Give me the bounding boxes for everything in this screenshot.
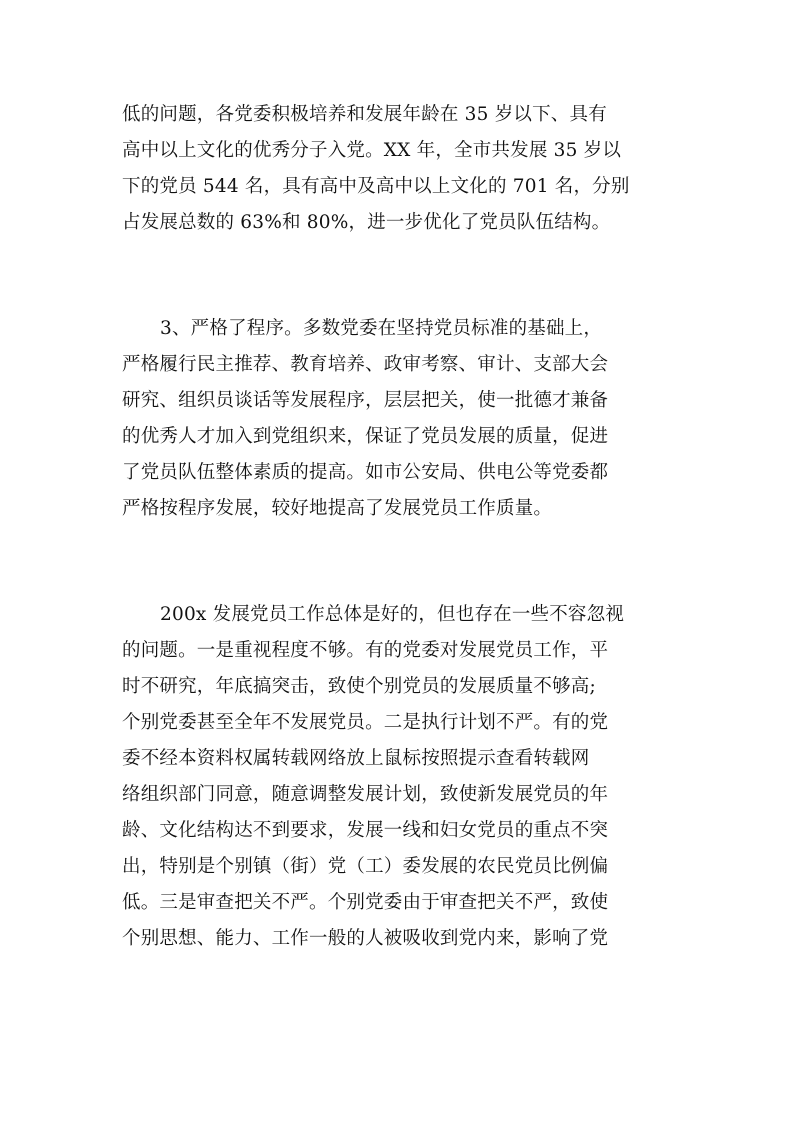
text-line: 的优秀人才加入到党组织来，保证了党员发展的质量，促进 <box>122 426 609 447</box>
text-line: 占发展总数的 63%和 80%，进一步优化了党员队伍结构。 <box>122 212 611 233</box>
text-line: 龄、文化结构达不到要求，发展一线和妇女党员的重点不突 <box>122 820 609 841</box>
paragraph-party-member-structure <box>122 97 682 241</box>
paragraph-existing-problems <box>122 597 682 957</box>
text-line: 出，特别是个别镇（街）党（工）委发展的农民党员比例偏 <box>122 856 609 877</box>
text-line: 个别思想、能力、工作一般的人被吸收到党内来，影响了党 <box>122 928 609 949</box>
text-line: 3、严格了程序。多数党委在坚持党员标准的基础上， <box>160 318 603 339</box>
text-line: 200x 发展党员工作总体是好的，但也存在一些不容忽视 <box>160 604 625 625</box>
text-line: 的问题。一是重视程度不够。有的党委对发展党员工作，平 <box>122 640 609 661</box>
text-line: 低。三是审查把关不严。个别党委由于审查把关不严，致使 <box>122 892 609 913</box>
text-line: 高中以上文化的优秀分子入党。XX 年，全市共发展 35 岁以 <box>122 140 622 161</box>
paragraph-strict-procedure <box>122 311 682 527</box>
text-line: 严格履行民主推荐、教育培养、政审考察、审计、支部大会 <box>122 354 609 375</box>
text-line: 下的党员 544 名，具有高中及高中以上文化的 701 名，分别 <box>122 176 630 197</box>
text-line: 委不经本资料权属转载网络放上鼠标按照提示查看转载网 <box>122 748 590 769</box>
text-line: 络组织部门同意，随意调整发展计划，致使新发展党员的年 <box>122 784 609 805</box>
text-line: 了党员队伍整体素质的提高。如市公安局、供电公等党委都 <box>122 462 609 483</box>
text-line: 严格按程序发展，较好地提高了发展党员工作质量。 <box>122 498 553 519</box>
text-line: 研究、组织员谈话等发展程序，层层把关，使一批德才兼备 <box>122 390 609 411</box>
text-line: 个别党委甚至全年不发展党员。二是执行计划不严。有的党 <box>122 712 609 733</box>
text-line: 低的问题，各党委积极培养和发展年龄在 35 岁以下、具有 <box>122 104 607 125</box>
text-line: 时不研究，年底搞突击，致使个别党员的发展质量不够高; <box>122 676 596 697</box>
